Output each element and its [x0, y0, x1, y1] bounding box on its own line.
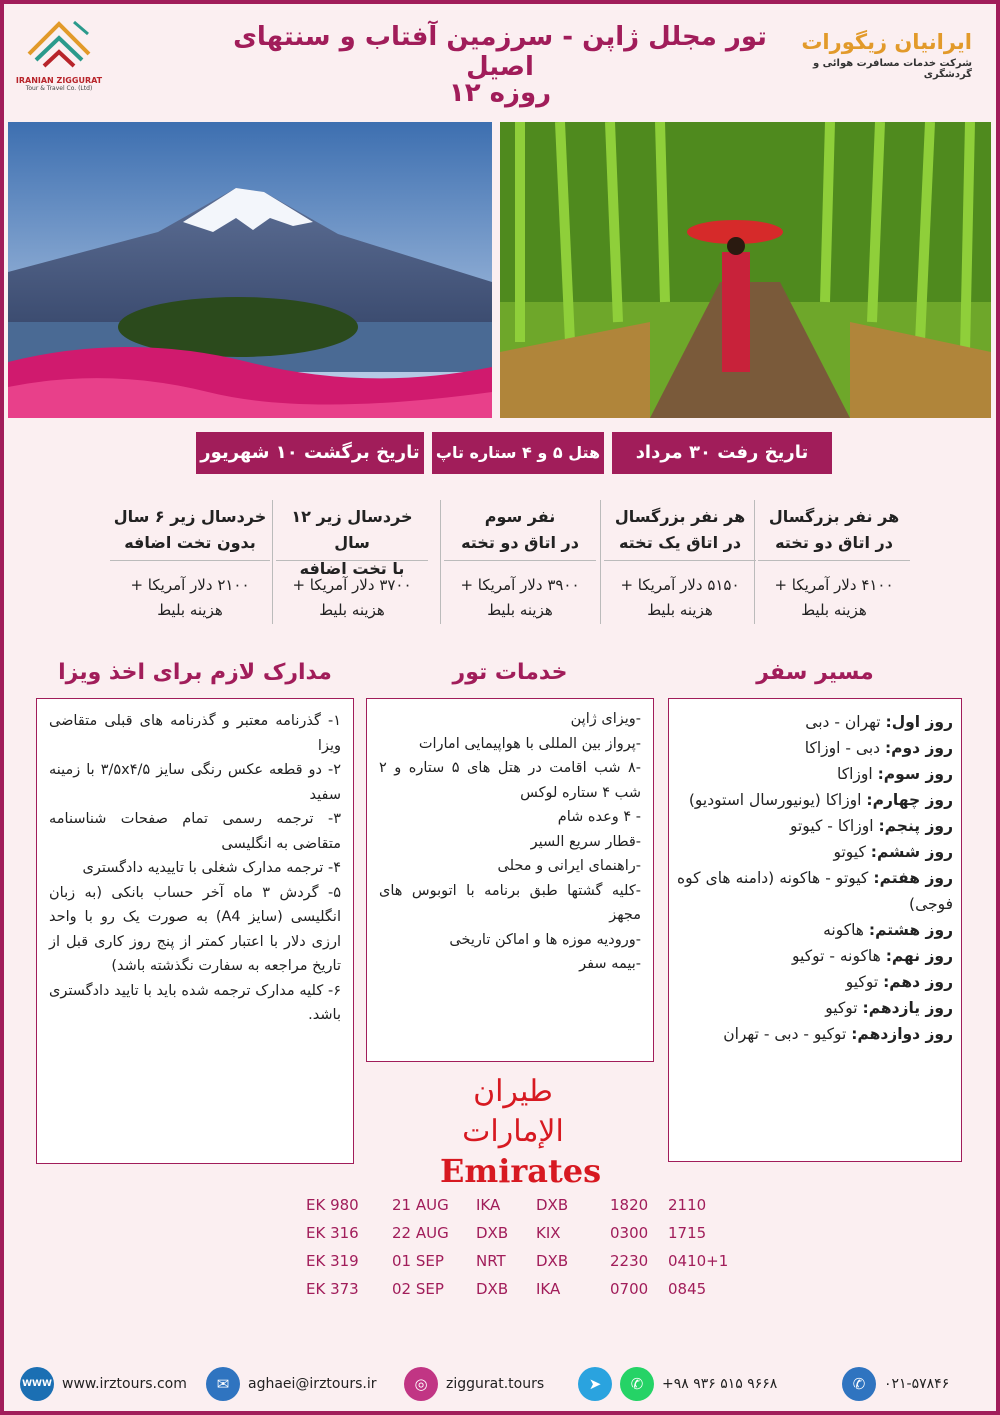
flight-row: EK 980 21 AUG IKA DXB 1820 2110 — [306, 1196, 707, 1214]
departure-date-badge: تاریخ رفت ۳۰ مرداد — [612, 432, 832, 474]
email-link[interactable]: aghaei@irztours.ir — [248, 1376, 377, 1392]
route-list — [668, 698, 962, 1162]
doc-item: ۵- گردش ۳ ماه آخر حساب بانکی (به زبان انگلیسی (سایز A4) به صورت یک رو با واحد ارزی دلار با اعتبار کمتر از پنج روز کاری قبل از تاریخ مراجعه به سفارت نگذشته باشد) — [49, 884, 341, 974]
flight-schedule — [306, 1196, 738, 1308]
price-amount: ۵۱۵۰ دلار آمریکا + — [620, 576, 740, 594]
divider — [600, 500, 601, 624]
route-item: روز پنجم: اوزاکا - کیوتو — [789, 817, 953, 835]
price-note: هزینه بلیط — [487, 601, 553, 619]
route-item: روز سوم: اوزاکا — [836, 765, 953, 783]
service-item: -بیمه سفر — [579, 956, 641, 972]
route-item: روز هفتم: کیوتو - هاکونه (دامنه های کوه فوجی) — [677, 869, 953, 913]
brand-subtitle: شرکت خدمات مسافرت هوائی و گردشگری — [812, 58, 972, 80]
price-amount: ۴۱۰۰ دلار آمریکا + — [774, 576, 894, 594]
price-note: هزینه بلیط — [157, 601, 223, 619]
whatsapp-icon: ✆ — [620, 1367, 654, 1401]
phone-icon: ✆ — [842, 1367, 876, 1401]
route-item: روز هشتم: هاکونه — [823, 921, 953, 939]
page-title: تور مجلل ژاپن - سرزمین آفتاب و سنتهای اصیل — [233, 22, 767, 82]
price-header: نفر سوم — [484, 507, 556, 526]
visa-docs-title: مدارک لازم برای اخذ ویزا — [58, 660, 332, 685]
price-amount: ۳۹۰۰ دلار آمریکا + — [460, 576, 580, 594]
flight-row: EK 316 22 AUG DXB KIX 0300 1715 — [306, 1224, 707, 1242]
services-title: خدمات تور — [452, 660, 568, 685]
service-item: -راهنمای ایرانی و محلی — [497, 858, 641, 874]
phone-number[interactable]: ۰۲۱-۵۷۸۴۶ — [884, 1376, 950, 1392]
ziggurat-logo-icon — [14, 14, 104, 72]
price-subheader: با تخت اضافه — [299, 559, 405, 578]
doc-item: ۳- ترجمه رسمی تمام صفحات شناسنامه متقاضی به انگلیسی — [49, 811, 341, 852]
divider — [440, 500, 441, 624]
bamboo-forest-photo — [500, 122, 991, 418]
flight-row: EK 319 01 SEP NRT DXB 2230 0410+1 — [306, 1252, 729, 1270]
price-subheader: در اتاق یک تخته — [618, 533, 742, 552]
divider — [272, 500, 273, 624]
globe-icon: WWW — [20, 1367, 54, 1401]
services-list — [366, 698, 654, 1062]
route-item: روز چهارم: اوزاکا (یونیورسال استودیو) — [688, 791, 953, 809]
visa-docs-list — [36, 698, 354, 1164]
emirates-logo — [440, 1072, 602, 1190]
route-item: روز نهم: هاکونه - توکیو — [792, 947, 953, 965]
tour-duration: روزه ۱۲ — [448, 78, 552, 108]
price-column — [276, 504, 428, 623]
route-item: روز دوم: دبی - اوزاکا — [804, 739, 953, 757]
doc-item: ۲- دو قطعه عکس رنگی سایز ۳/۵x۴/۵ با زمینه سفید — [49, 762, 342, 803]
service-item: -۸ شب اقامت در هتل های ۵ ستاره و ۲ شب ۴ ستاره لوکس — [379, 760, 641, 801]
company-logo — [14, 14, 104, 104]
price-header: هر نفر بزرگسال — [614, 507, 746, 526]
price-column — [444, 504, 596, 623]
price-amount: ۳۷۰۰ دلار آمریکا + — [292, 576, 412, 594]
price-header: خردسال زیر ۱۲ سال — [291, 507, 413, 552]
price-header: خردسال زیر ۶ سال — [113, 507, 267, 526]
price-header: هر نفر بزرگسال — [768, 507, 900, 526]
logo-subtext: Tour & Travel Co. (Ltd) — [25, 85, 93, 92]
route-item: روز ششم: کیوتو — [833, 843, 953, 861]
email-icon: ✉ — [206, 1367, 240, 1401]
footer-email[interactable] — [206, 1366, 377, 1402]
price-note: هزینه بلیط — [319, 601, 385, 619]
service-item: -ورودیه موزه ها و اماکن تاریخی — [449, 931, 641, 948]
price-column — [758, 504, 910, 623]
service-item: - ۴ وعده شام — [557, 809, 641, 825]
route-item: روز دهم: توکیو — [845, 973, 953, 991]
price-subheader: در اتاق دو تخته — [775, 533, 893, 552]
hotel-badge: هتل ۵ و ۴ ستاره تاپ — [432, 432, 604, 474]
price-note: هزینه بلیط — [647, 601, 713, 619]
price-subheader: در اتاق دو تخته — [461, 533, 579, 552]
instagram-handle[interactable]: ziggurat.tours — [446, 1376, 545, 1392]
footer-website[interactable] — [20, 1366, 187, 1402]
price-subheader: بدون تخت اضافه — [124, 533, 256, 552]
footer-instagram[interactable] — [404, 1366, 544, 1402]
doc-item: ۱- گذرنامه معتبر و گذرنامه های قبلی متقاضی ویزا — [49, 713, 341, 754]
footer-mobile[interactable] — [578, 1366, 777, 1402]
price-column — [110, 504, 270, 623]
route-item: روز اول: تهران - دبی — [805, 713, 953, 731]
route-item: روز دوازدهم: توکیو - دبی - تهران — [723, 1025, 953, 1043]
website-link[interactable]: www.irztours.com — [62, 1376, 187, 1392]
service-item: -کلیه گشتها طبق برنامه با اتوبوس های مجهز — [379, 882, 641, 923]
telegram-icon: ➤ — [578, 1367, 612, 1401]
mount-fuji-photo — [8, 122, 492, 418]
price-column — [604, 504, 756, 623]
service-item: -ویزای ژاپن — [570, 711, 641, 727]
flight-row: EK 373 02 SEP DXB IKA 0700 0845 — [306, 1280, 707, 1298]
doc-item: ۴- ترجمه مدارک شغلی با تاییدیه دادگستری — [82, 860, 341, 876]
route-item: روز یازدهم: توکیو — [825, 999, 953, 1017]
service-item: -قطار سریع السیر — [530, 833, 641, 850]
logo-text: IRANIAN ZIGGURAT — [15, 76, 103, 85]
route-title: مسیر سفر — [756, 660, 874, 685]
emirates-arabic-logo: طيران الإمارات — [462, 1074, 564, 1149]
price-amount: ۲۱۰۰ دلار آمریکا + — [130, 576, 250, 594]
emirates-wordmark: Emirates — [440, 1152, 602, 1190]
price-note: هزینه بلیط — [801, 601, 867, 619]
return-date-badge: تاریخ برگشت ۱۰ شهریور — [196, 432, 424, 474]
footer-phone[interactable] — [842, 1366, 949, 1402]
instagram-icon: ◎ — [404, 1367, 438, 1401]
doc-item: ۶- کلیه مدارک ترجمه شده باید با تایید دادگستری باشد. — [49, 982, 341, 1023]
service-item: -پرواز بین المللی با هواپیمایی امارات — [418, 735, 641, 752]
brand-name: ایرانیان زیگورات — [801, 30, 972, 54]
brand-block — [792, 30, 972, 80]
mobile-number[interactable]: +۹۸ ۹۳۶ ۵۱۵ ۹۶۶۸ — [662, 1376, 778, 1392]
